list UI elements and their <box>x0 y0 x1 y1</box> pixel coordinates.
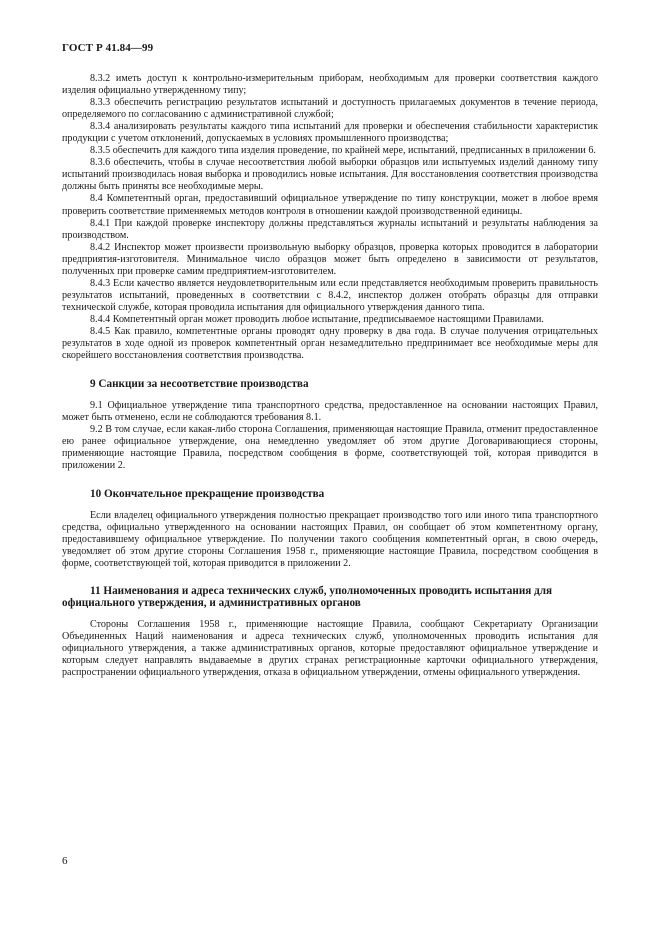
paragraph-8-4: 8.4 Компетентный орган, предоставивший официальное утверждение по типу конструкции, может в любое время проверить соответствие применяемых методов контроля в отношении каждой производственной единицы. <box>62 193 598 217</box>
paragraph-8-4-1: 8.4.1 При каждой проверке инспектору должны представляться журналы испытаний и результаты наблюдения за производством. <box>62 217 598 241</box>
section-11-heading: 11 Наименования и адреса технических служб, уполномоченных проводить испытания для официального утверждения, и административных органов <box>62 584 553 610</box>
document-body <box>62 73 598 679</box>
page-number: 6 <box>62 855 68 867</box>
paragraph-8-3-4: 8.3.4 анализировать результаты каждого типа испытаний для проверки и обеспечения стабильности характеристик продукции с учетом отклонений, допускаемых в условиях промышленного производства; <box>62 121 598 145</box>
document-header: ГОСТ Р 41.84—99 <box>62 42 154 54</box>
paragraph-9-2: 9.2 В том случае, если какая-либо сторона Соглашения, применяющая настоящие Правила, отменит предоставленное ею ранее официальное утверждение, она немедленно уведомляет об этом другие Договаривающиеся стороны, применяющие настоящие Правила, посредством сообщения в форме, соответствующей той, которая приводится в приложении 2. <box>62 423 598 471</box>
paragraph-8-3-2: 8.3.2 иметь доступ к контрольно-измерительным приборам, необходимым для проверки соответствия каждого изделия официально утвержденному типу; <box>62 73 598 97</box>
paragraph-8-4-3: 8.4.3 Если качество является неудовлетворительным или если представляется необходимым проверить правильность результатов испытаний, проведенных в соответствии с 8.4.2, инспектор должен отобрать образцы для отправки технической службе, которая проводила испытания для официального утверждения данного типа. <box>62 277 598 313</box>
paragraph-8-3-5: 8.3.5 обеспечить для каждого типа изделия проведение, по крайней мере, испытаний, предписанных в приложении 6. <box>90 145 596 157</box>
paragraph-8-4-4: 8.4.4 Компетентный орган может проводить любое испытание, предписываемое настоящими Правилами. <box>90 313 544 325</box>
paragraph-8-3-6: 8.3.6 обеспечить, чтобы в случае несоответствия любой выборки образцов или испытуемых изделий данному типу испытаний производилась новая выборка и проводились новые испытания. Для восстановления соответствия производства должны быть приняты все необходимые меры. <box>62 157 598 193</box>
paragraph-9-1: 9.1 Официальное утверждение типа транспортного средства, предоставленное на основании настоящих Правил, может быть отменено, если не соблюдаются требования 8.1. <box>62 399 598 423</box>
paragraph-10: Если владелец официального утверждения полностью прекращает производство того или иного типа транспортного средства, официально утвержденного на основании настоящих Правил, он сообщает об этом компетентному органу, предоставившему официальное утверждение. По получении такого сообщения компетентный орган, в свою очередь, уведомляет об этом другие стороны Соглашения 1958 г., применяющие настоящие Правила, посредством сообщения в форме, соответствующей той, которая приводится в приложении 2. <box>62 509 598 569</box>
section-9-heading: 9 Санкции за несоответствие производства <box>90 378 309 391</box>
paragraph-8-3-3: 8.3.3 обеспечить регистрацию результатов испытаний и доступность прилагаемых документов в течение периода, определяемого по согласованию с административной службой; <box>62 97 598 121</box>
paragraph-11: Стороны Соглашения 1958 г., применяющие настоящие Правила, сообщают Секретариату Организации Объединенных Наций наименования и адреса технических служб, уполномоченных проводить испытания для официального утверждения, а также административных органов, которые предоставляют официальное утверждение и которым следует направлять выдаваемые в других странах регистрационные карточки официального утверждения, распространении официального утверждения, отказа в официальном утверждении, отмены официального утверждения. <box>62 619 598 679</box>
section-10-heading: 10 Окончательное прекращение производства <box>90 488 325 500</box>
paragraph-8-4-2: 8.4.2 Инспектор может произвести произвольную выборку образцов, проверка которых проводится в лаборатории предприятия-изготовителя. Минимальное число образцов может быть определено в зависимости от результатов, полученных при проверке самим предприятием-изготовителем. <box>62 241 598 277</box>
paragraph-8-4-5: 8.4.5 Как правило, компетентные органы проводят одну проверку в два года. В случае получения отрицательных результатов в ходе одной из проверок компетентный орган незамедлительно предпринимает все необходимые меры для скорейшего восстановления соответствия производства. <box>62 325 598 362</box>
